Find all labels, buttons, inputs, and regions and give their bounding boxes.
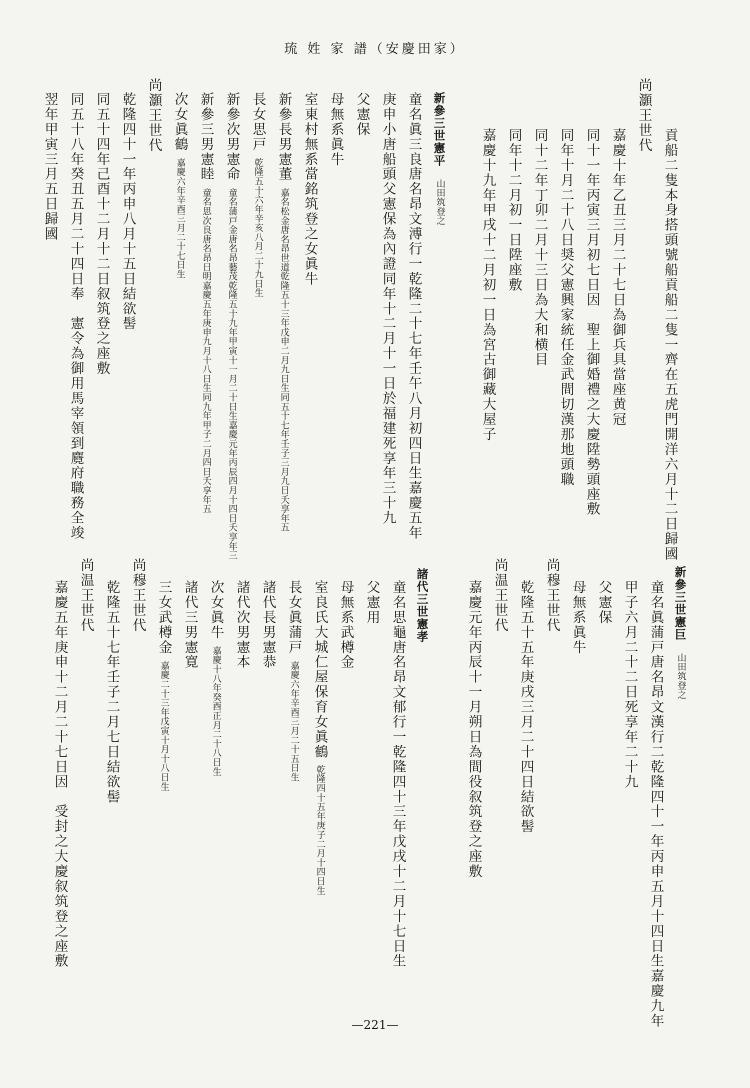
text-column [558, 128, 572, 487]
annotation-note: 乾隆四十五年庚子二月十四日生 [314, 765, 325, 896]
text-column [518, 580, 532, 834]
text-column [130, 558, 144, 633]
column-text: 室良氏大城仁屋保育女眞鶴 [311, 580, 328, 760]
text-column [570, 580, 584, 655]
column-text: 父憲保 [595, 580, 612, 625]
text-column [156, 580, 170, 791]
column-text: 乾隆五十五年庚戌三月二十四日結欲髻 [517, 580, 534, 835]
text-column [52, 580, 66, 969]
text-column [120, 92, 134, 331]
text-column [662, 128, 676, 562]
text-column [172, 92, 186, 279]
text-column [622, 580, 636, 789]
text-column [364, 580, 378, 625]
column-text: 翌年甲寅三月五日歸國 [41, 92, 58, 242]
column-text: 乾隆五十七年壬子二月七日結欲髻 [103, 580, 120, 805]
column-text: 同五十八年癸丑五月二十四日奉 憲令為御用馬宰領到麑府職務全竣 [67, 92, 84, 541]
column-text: 乾隆四十一年丙申八月十五日結欲髻 [119, 92, 136, 332]
text-column [302, 92, 316, 286]
annotation-note: 嘉慶二十三年戊寅十月十八日生 [158, 660, 169, 791]
text-column [596, 580, 610, 625]
text-column [78, 558, 92, 633]
annotation-note: 嘉名松金唐名昂世道乾隆五十三年戊申二月九日生同五十七年壬子三月九日夭享年五 [278, 187, 289, 532]
column-text: 父憲保 [353, 92, 370, 137]
text-column [224, 92, 238, 560]
text-column [648, 580, 662, 1029]
annotation-note: 童名思次良唐名昂日明嘉慶五年庚申九月十八日生同九年甲子二月四日夭享年五 [200, 187, 211, 514]
text-column [328, 92, 342, 167]
column-text: 諸代三世憲孝 [415, 568, 430, 643]
column-text: 尚温王世代 [491, 558, 508, 633]
column-text: 童名眞蒲戸唐名昂文漢行二乾隆四十一年丙申五月十四日生嘉慶九年 [647, 580, 664, 1029]
column-text: 父憲用 [363, 580, 380, 625]
annotation-note: 乾隆五十六年辛亥八月二十九日生 [252, 157, 263, 298]
text-column [390, 580, 404, 969]
column-text: 長女思戸 [249, 92, 266, 152]
text-column [406, 92, 420, 541]
text-column [198, 92, 212, 513]
column-text: 尚灝王世代 [145, 78, 162, 153]
column-text: 母無系眞牛 [569, 580, 586, 655]
text-column [480, 128, 494, 442]
column-text: 新參長男憲董 [275, 92, 292, 182]
column-text: 庚申小唐船頭父憲保為內證同年十二月十一日於福建死享年三十九 [379, 92, 396, 526]
column-text: 室東村無系當銘筑登之女眞牛 [301, 92, 318, 287]
text-column [380, 92, 394, 526]
column-text: 尚温王世代 [77, 558, 94, 633]
text-column [146, 78, 160, 153]
column-text: 尚灝王世代 [635, 78, 652, 153]
text-column [636, 78, 650, 153]
text-column [234, 580, 248, 670]
column-text: 新參三男憲睦 [197, 92, 214, 182]
entry-heading [674, 566, 686, 700]
text-column [312, 580, 326, 896]
heading-sub-label: 山田筑登之 [675, 653, 686, 700]
column-text: 長女眞蒲戸 [285, 580, 302, 655]
column-text: 次女眞鶴 [171, 92, 188, 152]
text-column [182, 580, 196, 670]
column-text: 母無系武樽金 [337, 580, 354, 670]
text-column [68, 92, 82, 541]
column-text: 甲子六月二十二日死享年二十九 [621, 580, 638, 790]
text-column [208, 580, 222, 776]
column-text: 尚穆王世代 [129, 558, 146, 633]
text-column [42, 92, 56, 242]
text-column [94, 92, 108, 376]
column-text: 諸代次男憲本 [233, 580, 250, 670]
text-column [532, 128, 546, 367]
text-column [260, 580, 274, 670]
column-text: 同年十月二十八日奨父憲興家統任金武間切漢那地頭職 [557, 128, 574, 487]
column-text: 嘉慶十九年甲戌十二月初一日為宮古御藏大屋子 [479, 128, 496, 442]
column-text: 貢船二隻本身搭頭號船貢船二隻一齊在五虎門開洋六月十二日歸國 [661, 128, 678, 562]
column-text: 母無系眞牛 [327, 92, 344, 167]
heading-sub-label: 山田筑登之 [434, 179, 445, 226]
text-column [354, 92, 368, 137]
text-column [492, 558, 506, 633]
text-column [286, 580, 300, 782]
text-column [250, 92, 264, 297]
column-text: 新參三世憲平 [432, 92, 447, 167]
column-text: 嘉慶五年庚申十二月二十七日因 受封之大慶叙筑登之座敷 [51, 580, 68, 969]
column-text: 嘉慶十年乙丑三月二十七日為御兵具當座黄冠 [609, 128, 626, 427]
column-text: 同十二年丁卯二月十三日為大和横目 [531, 128, 548, 368]
annotation-note: 童名蒲戸金唐名昂藝茂乾隆五十九年甲寅十一月二十日生嘉慶元年丙辰四月十四日夭享年三 [226, 187, 237, 560]
column-text: 童名眞三良唐名昂文溥行一乾隆二十七年壬午八月初四日生嘉慶五年 [405, 92, 422, 541]
page-header: 琉 姓 家 譜（安慶田家） [284, 42, 466, 57]
column-text: 三女武樽金 [155, 580, 172, 655]
column-text: 新參三世憲巨 [673, 566, 688, 641]
text-column [584, 128, 598, 517]
column-text: 尚穆王世代 [543, 558, 560, 633]
column-text: 新參次男憲命 [223, 92, 240, 182]
text-column [276, 92, 290, 532]
page-number: —221— [351, 1018, 399, 1032]
column-text: 諸代長男憲恭 [259, 580, 276, 670]
column-text: 嘉慶元年丙辰十一月朔日為間役叙筑登之座敷 [465, 580, 482, 879]
text-column [104, 580, 118, 804]
annotation-note: 嘉慶十八年癸酉正月二十八日生 [210, 645, 221, 777]
column-text: 同五十四年己酉十二月十二日叙筑登之座敷 [93, 92, 110, 377]
text-column [610, 128, 624, 427]
text-column [338, 580, 352, 670]
column-text: 同年十二月初一日陞座敷 [505, 128, 522, 293]
column-text: 諸代三男憲寛 [181, 580, 198, 670]
column-text: 同十一年丙寅三月初七日因 聖上御婚禮之大慶陞勢頭座敷 [583, 128, 600, 517]
annotation-note: 嘉慶六年辛酉三月二十七日生 [174, 157, 185, 279]
text-column [506, 128, 520, 292]
text-column [466, 580, 480, 879]
annotation-note: 嘉慶六年辛酉三月二十五日生 [288, 660, 299, 782]
entry-heading [433, 92, 445, 226]
entry-heading [416, 568, 428, 643]
column-text: 童名思龜唐名昂文郁行一乾隆四十三年戊戌十二月十七日生 [389, 580, 406, 969]
text-column [544, 558, 558, 633]
column-text: 次女眞牛 [207, 580, 224, 640]
